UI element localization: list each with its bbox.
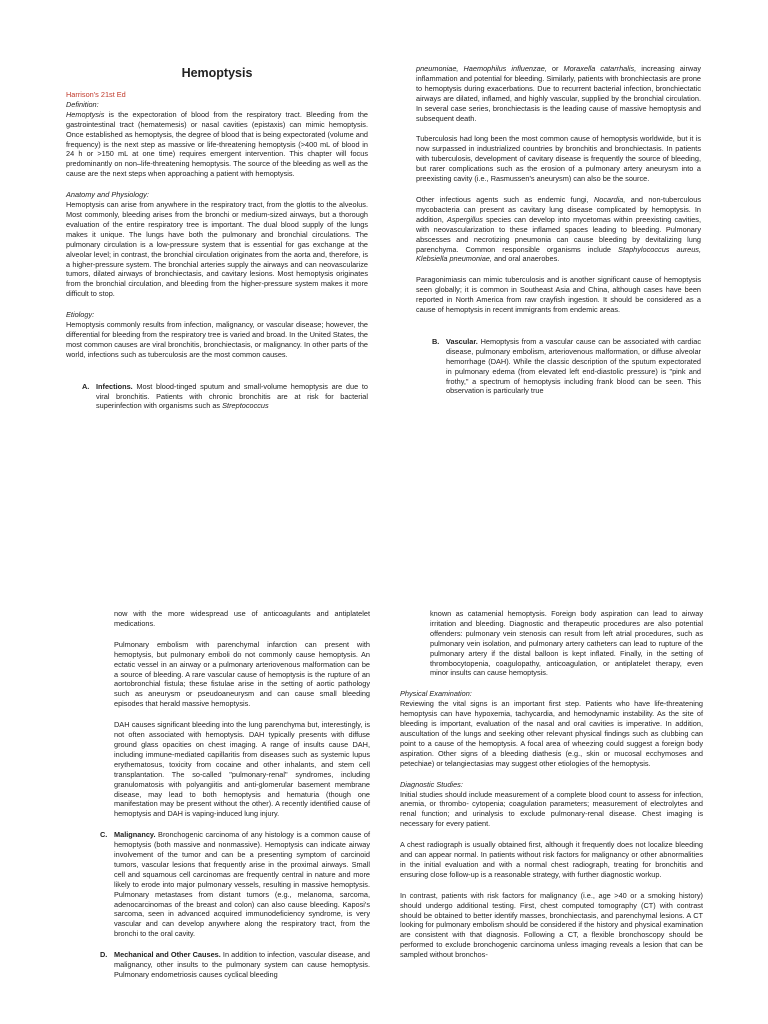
definition-term: Hemoptysis [66,109,105,119]
list-item-infections: A. Infections. Most blood-tinged sputum and small-volume hemoptysis are due to viral bronchitis. Patients with chronic bronchitis are at risk for bacterial superinfection with organisms such as Streptococcus [82,381,368,411]
list-item-malignancy: C. Malignancy. Bronchogenic carcinoma of any histology is a common cause of hemoptysis (both massive and nonmassive). Hemoptysis can indicate airway involvement of the tumor and can be a presenting symptom of carcinoid tumors, vascular lesions that frequently arise in the proximal airways. Small cell and squamous cell carcinomas are frequently central in nature and more likely to erode into major pulmonary vessels, resulting in massive hemoptysis. Pulmonary metastases from distant tumors (e.g., melanoma, sarcoma, adenocarcinomas of the breast and colon) can also cause bleeding. Kaposi's sarcoma, seen in advanced acquired immunodeficiency syndrome, is very vascular and can develop anywhere along the respiratory tract, from the bronchi to the oral cavity. [100,830,370,939]
list-item-vascular: B. Vascular. Hemoptysis from a vascular cause can be associated with cardiac disease, pulmonary embolism, arteriovenous malformation, or diffuse alveolar hemorrhage (DAH). While the classic description of the sputum expectorated in pulmonary edema (from elevated left end-diastolic pressure) is "pink and frothy," a spectrum of hemoptysis including frank blood can be seen. This observation is particularly true [432,336,701,396]
dah-paragraph: DAH causes significant bleeding into the lung parenchyma but, interestingly, is not often associated with hemoptysis. DAH typically presents with diffuse ground glass opacities on chest imaging. A range of insults cause DAH, including immune-mediated capillaritis from diseases such as systemic lupus erythematosus, toxicity from cocaine and other inhalants, and stem cell transplantation. The so-called "pulmonary-renal" syndromes, including granulomatosis with polyangiitis and anti-glomerular basement membrane disease, may lead to both hemoptysis and hematuria (though one manifestation may be present without the other). A recently identified cause of hemoptysis and DAH is vaping-induced lung injury. [114,720,370,819]
page1-right-column [416,64,701,407]
page1-left-column [66,64,368,422]
diagnostic-studies-heading: Diagnostic Studies: [400,779,463,789]
malignancy-risk-paragraph: In contrast, patients with risk factors for malignancy (i.e., age >40 or a smoking history) should undergo additional testing. First, chest computed tomography (CT) with contrast should be obtained to better identify masses, bronchiectasis, and parenchymal lesions. A CT looking for pulmonary embolism should be considered if the history and physical examination are consistent with that diagnosis. Following a CT, a flexible bronchoscopy should be performed to exclude bronchogenic carcinoma unless imaging reveals a lesion that can be sampled without bronchos- [400,890,703,960]
list-marker: A. [82,381,90,391]
mechanical-continued-paragraph: known as catamenial hemoptysis. Foreign body aspiration can lead to airway irritation and bleeding. Diagnostic and therapeutic procedures are also potential offenders: pulmonary vein stenosis can result from left atrial procedures, such as pulmonary vein isolation, and pulmonary artery catheters can lead to rupture of the pulmonary artery if the distal balloon is kept inflated. Finally, in the setting of thrombocytopenia, coagulopathy, anticoagulation, or antiplatelet therapy, even minor insults can cause hemoptysis. [430,609,703,678]
document-title: Hemoptysis [181,66,253,80]
vascular-continued-paragraph: now with the more widespread use of anticoagulants and antiplatelet medications. [114,609,370,628]
list-label: Mechanical and Other Causes. [114,950,221,960]
list-label: Malignancy. [114,830,156,840]
list-label: Vascular. [446,336,478,346]
definition-paragraph: Hemoptysis is the expectoration of blood from the respiratory tract. Bleeding from the gastrointestinal tract (hematemesis) or nasal cavities (epistaxis) can mimic hemoptysis. Once established as hemoptysis, the degree of blood that is being expectorated (volume and frequency) is the next step as massive or life-threatening hemoptysis (>400 mL of blood in 24 h or >150 mL at one time) requires emergent intervention. This chapter will focus predominantly on non–life-threatening hemoptysis. The source of the bleeding as well as the cause are the next steps when approaching a patient with hemoptysis. [66,109,368,179]
paragonimiasis-paragraph: Paragonimiasis can mimic tuberculosis and is another significant cause of hemoptysis seen globally; it is common in Southeast Asia and China, although cases have been reported in North America from raw crayfish ingestion. It should be considered as a cause of hemoptysis in recent immigrants from endemic areas. [416,275,701,315]
etiology-heading: Etiology: [66,310,95,320]
pulmonary-embolism-paragraph: Pulmonary embolism with parenchymal infarction can present with hemoptysis, but pulmonary emboli do not commonly cause hemoptysis. An ectatic vessel in an airway or a pulmonary arteriovenous malformation can be a source of bleeding. A rare vascular cause of hemoptysis is the rupture of an aortobronchial fistula; these fistulae arise in the setting of aortic pathology such as aneurysm or pseudoaneurysm and can cause small bleeding episodes that herald massive hemoptysis. [114,639,370,709]
page2-left-column [84,609,370,991]
list-marker: C. [100,830,108,840]
definition-heading: Definition: [66,99,99,109]
list-marker: B. [432,336,440,346]
list-item-mechanical: D. Mechanical and Other Causes. In addition to infection, vascular disease, and malignancy, other insults to the pulmonary system can cause hemoptysis. Pulmonary endometriosis causes cyclical bleeding [100,950,370,979]
tuberculosis-paragraph: Tuberculosis had long been the most common cause of hemoptysis worldwide, but it is now surpassed in industrialized countries by bronchitis and bronchiectasis. In patients with tuberculosis, development of cavitary disease is frequently the source of bleeding, but rarer complications such as the erosion of a pulmonary artery aneurysm into a preexisting cavity (i.e., Rasmussen's aneurysm) can also be the source. [416,134,701,184]
etiology-paragraph: Hemoptysis commonly results from infection, malignancy, or vascular disease; however, the differential for bleeding from the respiratory tree is varied and broad. In the United States, the most common causes are viral bronchitis, bronchiectasis, or malignancy. In other parts of the world, infections such as tuberculosis are the most common causes. [66,320,368,359]
diagnostic-studies-paragraph: Initial studies should include measurement of a complete blood count to assess for infection, anemia, or thrombo- cytopenia; coagulation parameters; measurement of electrolytes and renal function; and urinalysis to exclude pulmonary-renal disease. Chest imaging is necessary for every patient. [400,789,703,829]
chest-radiograph-paragraph: A chest radiograph is usually obtained first, although it frequently does not localize bleeding and can appear normal. In patients without risk factors for malignancy or other abnormalities in the initial evaluation and with a normal chest radiograph, treating for bronchitis and ensuring close follow-up is a reasonable strategy, with further diagnostic workup. [400,840,703,879]
anatomy-paragraph: Hemoptysis can arise from anywhere in the respiratory tract, from the glottis to the alveolus. Most commonly, bleeding arises from the bronchi or medium-sized airways, but a thorough evaluation of the entire respiratory tree is important. The dual blood supply of the lungs makes it unique. The lungs have both the pulmonary and bronchial circulations. The pulmonary circulation is a low-pressure system that is essential for gas exchange at the alveolar level; in contrast, the bronchial circulation originates from the aorta and, therefore, is a higher-pressure system. The bronchial arteries supply the airways and can neovascularize tumors, dilated airways of bronchiectasis, and cavitary lesions. Most hemoptysis originates from the bronchial circulation, and bleeding from the higher-pressure system makes it more difficult to stop. [66,200,368,299]
infections-continued-paragraph: pneumoniae, Haemophilus influenzae, or Moraxella catarrhalis, increasing airway inflammation and potential for bleeding. Similarly, patients with bronchiectasis are prone to hemoptysis during exacerbations. Due to recurrent bacterial infection, bronchiectatic airways are dilated, inflamed, and highly vascular, supplied by the bronchial circulation. In several case series, bronchiectasis is the leading cause of massive hemoptysis and subsequent death. [416,64,701,123]
physical-exam-paragraph: Reviewing the vital signs is an important first step. Patients who have life-threatening hemoptysis can have hypoxemia, tachycardia, and hemodynamic instability. As the site of bleeding is important, evaluation of the nasal and oral cavities is imperative. In addition, auscultation of the lungs and seeking other relevant physical findings such as clubbing can point to a cause of the hemoptysis. A focal area of wheezing could suggest a foreign body aspiration. Other signs of a bleeding diathesis (e.g., skin or mucosal ecchymoses and petechiae) or telangiectasias may suggest other etiologies of the hemoptysis. [400,699,703,768]
other-infections-paragraph: Other infectious agents such as endemic fungi, Nocardia, and non-tuberculous mycobacteria can present as cavitary lung disease complicated by hemoptysis. In addition, Aspergillus species can develop into mycetomas within preexisting cavities, with neovascularization to these inflamed spaces leading to bleeding. Pulmonary abscesses and necrotizing pneumonia can cause bleeding by devitalizing lung parenchyma. Common responsible organisms include Staphylococcus aureus, Klebsiella pneumoniae, and oral anaerobes. [416,194,702,264]
source-citation: Harrison's 21st Ed [66,90,126,99]
anatomy-heading: Anatomy and Physiology: [66,190,149,200]
physical-exam-heading: Physical Examination: [400,689,472,699]
page2-right-column [400,609,703,971]
list-marker: D. [100,950,108,960]
page-2 [0,556,768,1024]
list-label: Infections. [96,381,133,391]
